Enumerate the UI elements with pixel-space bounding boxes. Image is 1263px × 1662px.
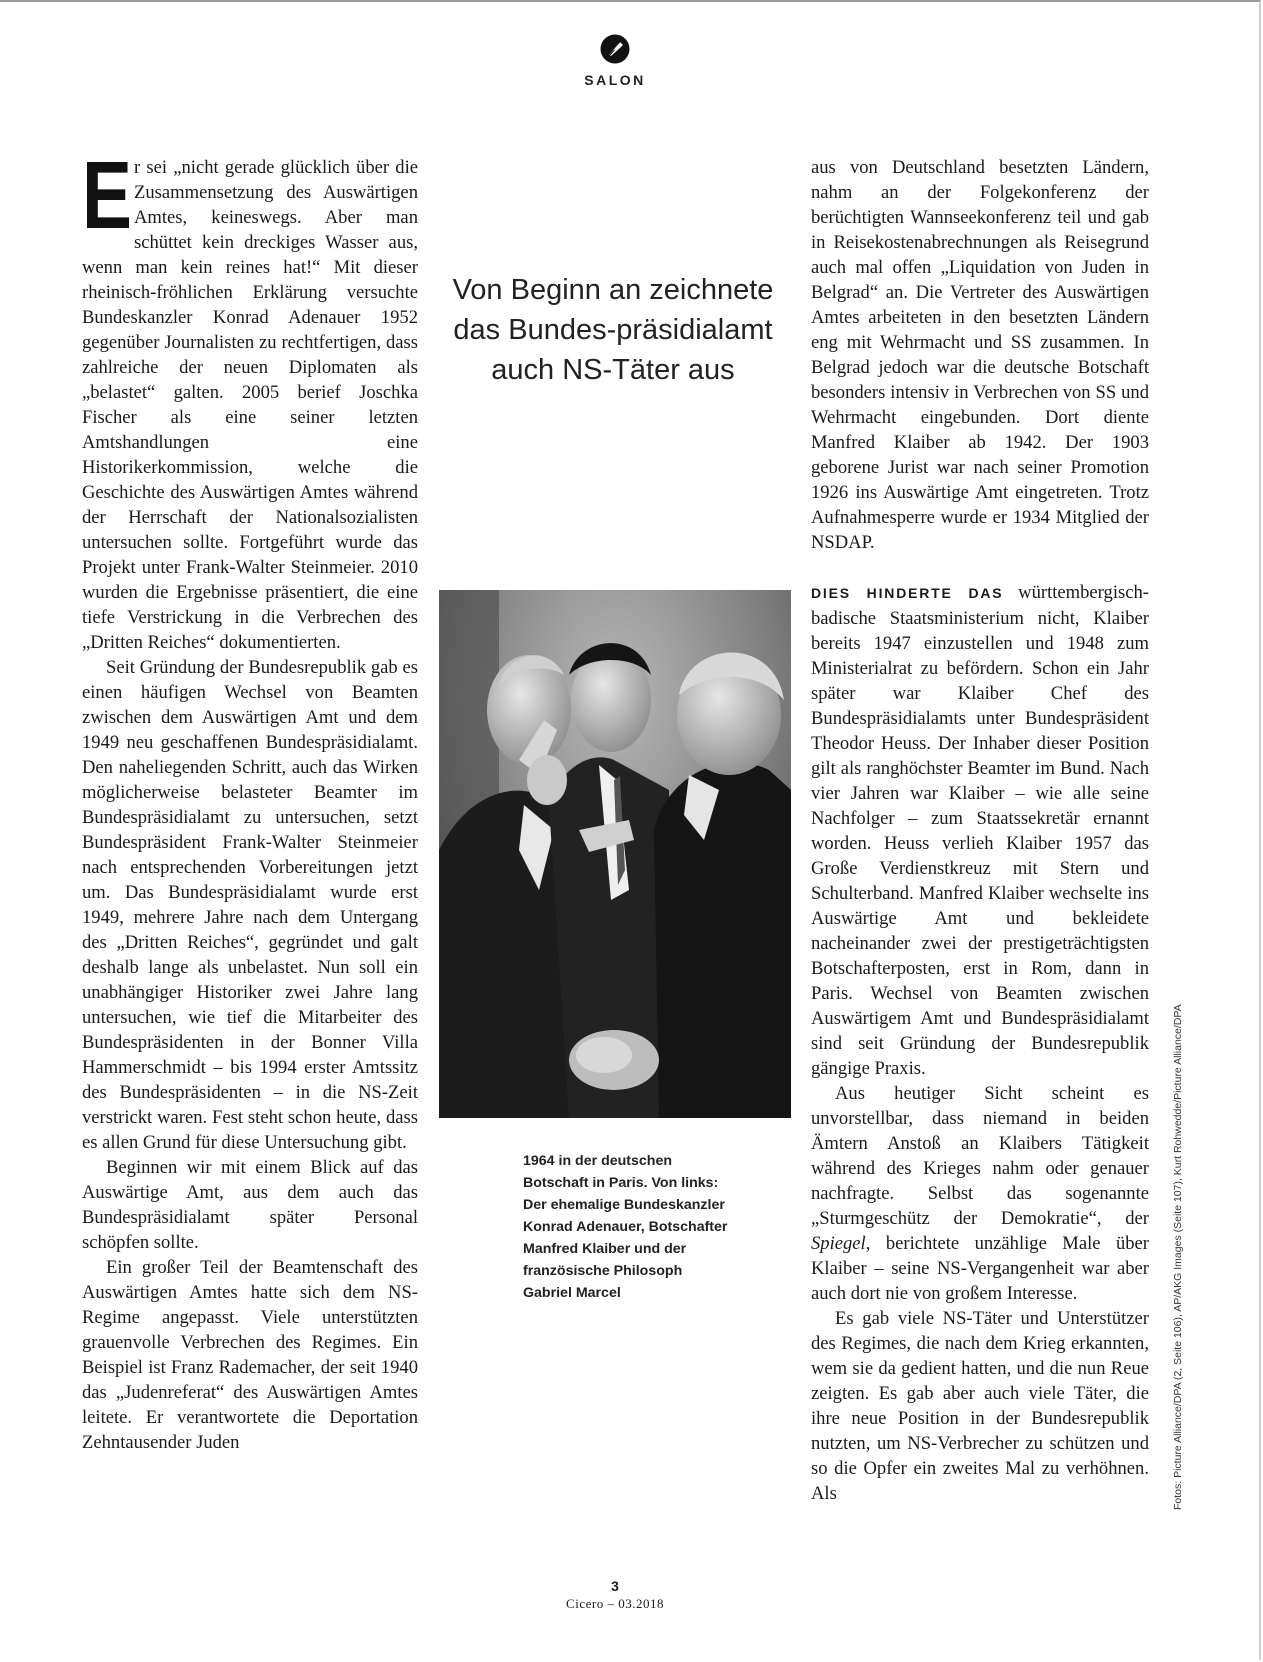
article-paragraph: Ein großer Teil der Beamtenschaft des Auswärtigen Amtes hatte sich dem NS-Regime angepasst. Viele unterstützten grauenvolle Verbrechen des Regimes. Ein Beispiel ist Franz Rademacher, der seit 1940 das „Judenreferat“ des Auswärtigen Amtes leitete. Er verantwortete die Deportation Zehntausender Juden (82, 1257, 418, 1453)
issue-label: Cicero – 03.2018 (566, 1596, 664, 1611)
article-paragraph: Beginnen wir mit einem Blick auf das Auswärtige Amt, aus dem auch das Bundespräsidialamt später Personal schöpfen sollte. (82, 1157, 418, 1253)
left-column (82, 142, 418, 1455)
right-column (811, 155, 1149, 1506)
article-paragraph (82, 142, 418, 655)
pen-nib-icon (600, 34, 630, 64)
article-paragraph (811, 580, 1149, 1081)
article-paragraph: Es gab viele NS-Täter und Unterstützer des Regimes, die nach dem Krieg erkannten, wem sie da gedient hatten, und die nun Reue zeigten. Es gab aber auch viele Täter, die ihre neue Position in der Bundesrepublik nutzten, um NS-Verbrecher zu schützen und so die Opfer ein zweites Mal zu verhöhnen. Als (811, 1308, 1149, 1504)
publication-name: Spiegel (811, 1233, 866, 1254)
paragraph-text: Aus heutiger Sicht scheint es unvorstellbar, dass niemand in beiden Ämtern Anstoß an Klaibers Tätigkeit während des Krieges nahm oder genauer nachfragte. Selbst das sogenannte „Sturmgeschütz der Demokratie“, der (811, 1083, 1149, 1229)
article-paragraph: Seit Gründung der Bundesrepublik gab es einen häufigen Wechsel von Beamten zwischen dem Auswärtigen Amt und dem 1949 neu geschaffenen Bundespräsidialamt. Den naheliegenden Schritt, auch das Wirken möglicherweise belasteter Beamter im Bundespräsidialamt zu untersuchen, setzt Bundespräsident Frank-Walter Steinmeier nach entsprechenden Vorbereitungen jetzt um. Das Bundespräsidialamt wurde erst 1949, mehrere Jahre nach dem Untergang des „Dritten Reiches“, gegründet und galt deshalb lange als unbelastet. Nun soll ein unabhängiger Historiker zwei Jahre lang untersuchen, wie tief die Mitarbeiter des Bundespräsidenten in der Bonner Villa Hammerschmidt – bis 1994 erster Amtssitz des Bundespräsidenten – in die NS-Zeit verstrickt waren. Fest steht schon heute, dass es allen Grund für diese Untersuchung gibt. (82, 657, 418, 1153)
paragraph-text: r sei „nicht gerade glücklich über die Zusammensetzung des Auswärtigen Amtes, keineswegs. Aber man schüttet kein dreckiges Wasser aus, wenn man kein reines hat!“ Mit dieser rheinisch-fröhlichen Erklärung versuchte Bundeskanzler Konrad Adenauer 1952 gegenüber Journalisten zu rechtfertigen, dass zahlreiche der neuen Diplomaten als „belastet“ galten. 2005 berief Joschka Fischer als eine seiner letzten Amtshandlungen eine Historikerkommission, welche die Geschichte des Auswärtigen Amtes während der Herrschaft der Nationalsozialisten untersuchen sollte. Fortgeführt wurde das Projekt unter Frank-Walter Steinmeier. 2010 wurden die Ergebnisse präsentiert, die eine tiefe Verstrickung in die Verbrechen des „Dritten Reiches“ dokumentierten. (82, 157, 418, 653)
photo-caption: 1964 in der deutschen Botschaft in Paris. Von links: Der ehemalige Bundeskanzler Konrad Adenauer, Botschafter Manfred Klaiber und der französische Philosoph Gabriel Marcel (523, 1153, 728, 1301)
page-footer (540, 1578, 690, 1612)
article-paragraph (811, 1081, 1149, 1306)
historical-photo (439, 590, 791, 1118)
paragraph-text: württembergisch-badische Staatsministerium nicht, Klaiber bereits 1947 einzustellen und 1948 zum Ministerialrat zu befördern. Schon ein Jahr später war Klaiber Chef des Bundespräsidialamts unter Bundespräsident Theodor Heuss. Der Inhaber dieser Position gilt als ranghöchster Beamter im Bund. Nach vier Jahren war Klaiber – wie alle seine Nachfolger – zum Staatssekretär ernannt worden. Heuss verlieh Klaiber 1957 das Große Verdienstkreuz mit Stern und Schulterband. Manfred Klaiber wechselte ins Auswärtige Amt und bekleidete nacheinander zwei der prestigeträchtigsten Botschafterposten, erst in Rom, dann in Paris. Wechsel von Beamten zwischen Auswärtigem Amt und Bundespräsidialamt sind seit Gründung der Bundesrepublik gängige Praxis. (811, 582, 1149, 1079)
dropcap: E (82, 142, 132, 249)
section-header (560, 34, 670, 88)
section-lead-in: DIES HINDERTE DAS (811, 585, 1004, 601)
photo-credit: Fotos: Picture Alliance/DPA (2, Seite 106), AP/AKG Images (Seite 107), Kurt Rohwedde/Picture Alliance/DPA (1172, 1004, 1184, 1510)
page-number: 3 (611, 1578, 619, 1594)
paragraph-text: , berichtete unzählige Male über Klaiber – seine NS-Vergangenheit war aber auch dort nie von großem Interesse. (811, 1233, 1149, 1304)
pull-quote: Von Beginn an zeichnete das Bundes-präsidialamt auch NS-Täter aus (452, 274, 774, 386)
section-label: SALON (584, 72, 646, 88)
article-paragraph: aus von Deutschland besetzten Ländern, nahm an der Folgekonferenz der berüchtigten Wannseekonferenz teil und gab in Reisekostenabrechnungen als Reisegrund auch mal offen „Liquidation von Juden in Belgrad“ an. Die Vertreter des Auswärtigen Amtes arbeiteten in den besetzten Ländern eng mit Wehrmacht und SS zusammen. In Belgrad jedoch war die deutsche Botschaft besonders intensiv in Verbrechen von SS und Wehrmacht eingebunden. Dort diente Manfred Klaiber ab 1942. Der 1903 geborene Jurist war nach seiner Promotion 1926 ins Auswärtige Amt eingetreten. Trotz Aufnahmesperre wurde er 1934 Mitglied der NSDAP. (811, 157, 1149, 553)
